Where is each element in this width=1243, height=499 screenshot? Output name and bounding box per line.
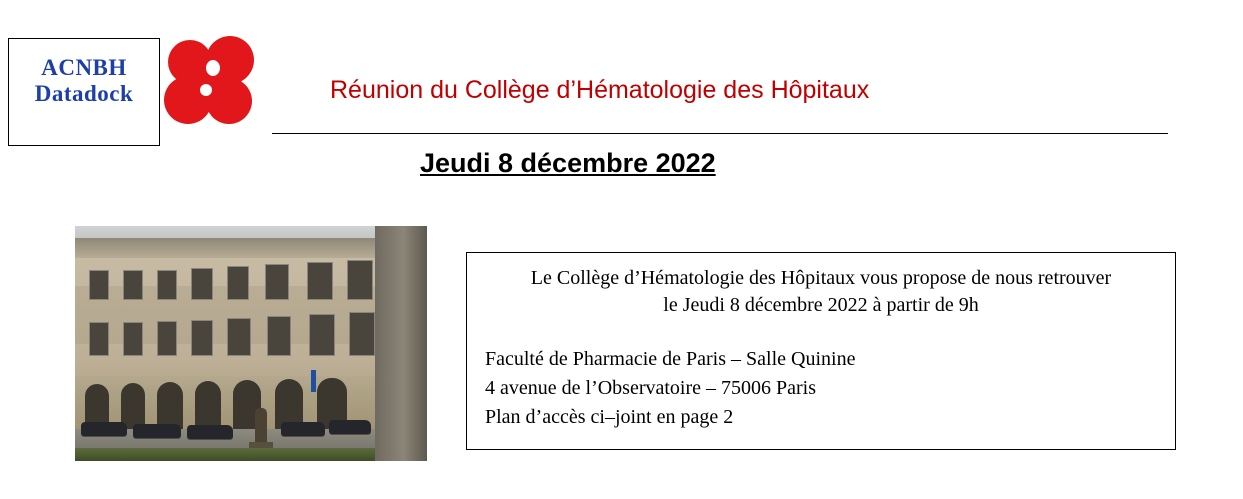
photo-window [89,270,109,300]
event-venue: Faculté de Pharmacie de Paris – Salle Quinine [485,348,856,370]
header-divider [272,133,1168,134]
photo-car [187,425,233,439]
photo-window [191,268,213,300]
photo-window [349,312,375,356]
event-date: Jeudi 8 décembre 2022 [420,148,716,178]
photo-window [89,322,109,356]
photo-window [191,320,213,356]
acnbh-logo-line1: ACNBH [41,55,127,80]
page-title: Réunion du Collège d’Hématologie des Hôpitaux [330,76,870,104]
photo-car [329,420,371,434]
red-blood-cells-icon [162,32,258,132]
photo-window [227,266,249,300]
blood-cell-notch-a [206,60,220,76]
event-intro-line2: le Jeudi 8 décembre 2022 à partir de 9h [663,294,979,316]
photo-window [157,270,177,300]
photo-window [347,260,373,300]
event-street: 4 avenue de l’Observatoire – 75006 Paris [485,377,817,399]
photo-car [81,422,127,436]
venue-photo [75,226,427,461]
photo-window [227,318,251,356]
photo-arch [157,382,183,430]
photo-window [265,264,289,300]
acnbh-logo-line2: Datadock [34,81,134,106]
event-access-map-note: Plan d’accès ci–joint en page 2 [485,406,734,428]
photo-window [123,322,143,356]
photo-window [123,270,143,300]
event-info-box [466,252,1176,450]
event-intro [467,253,1175,319]
event-address [467,319,1175,432]
photo-arch [195,381,221,430]
blood-cell-notch-b [200,84,212,96]
photo-window [157,321,177,356]
event-intro-line1: Le Collège d’Hématologie des Hôpitaux vous propose de nous retrouver [530,267,1112,289]
photo-window [307,262,333,300]
acnbh-logo-text [9,55,159,107]
photo-stone-pillar [375,226,427,461]
photo-window [267,316,291,356]
photo-window [309,314,335,356]
acnbh-logo-box [8,38,160,146]
photo-car [133,424,181,438]
photo-flag [311,370,316,392]
photo-car [281,422,325,436]
